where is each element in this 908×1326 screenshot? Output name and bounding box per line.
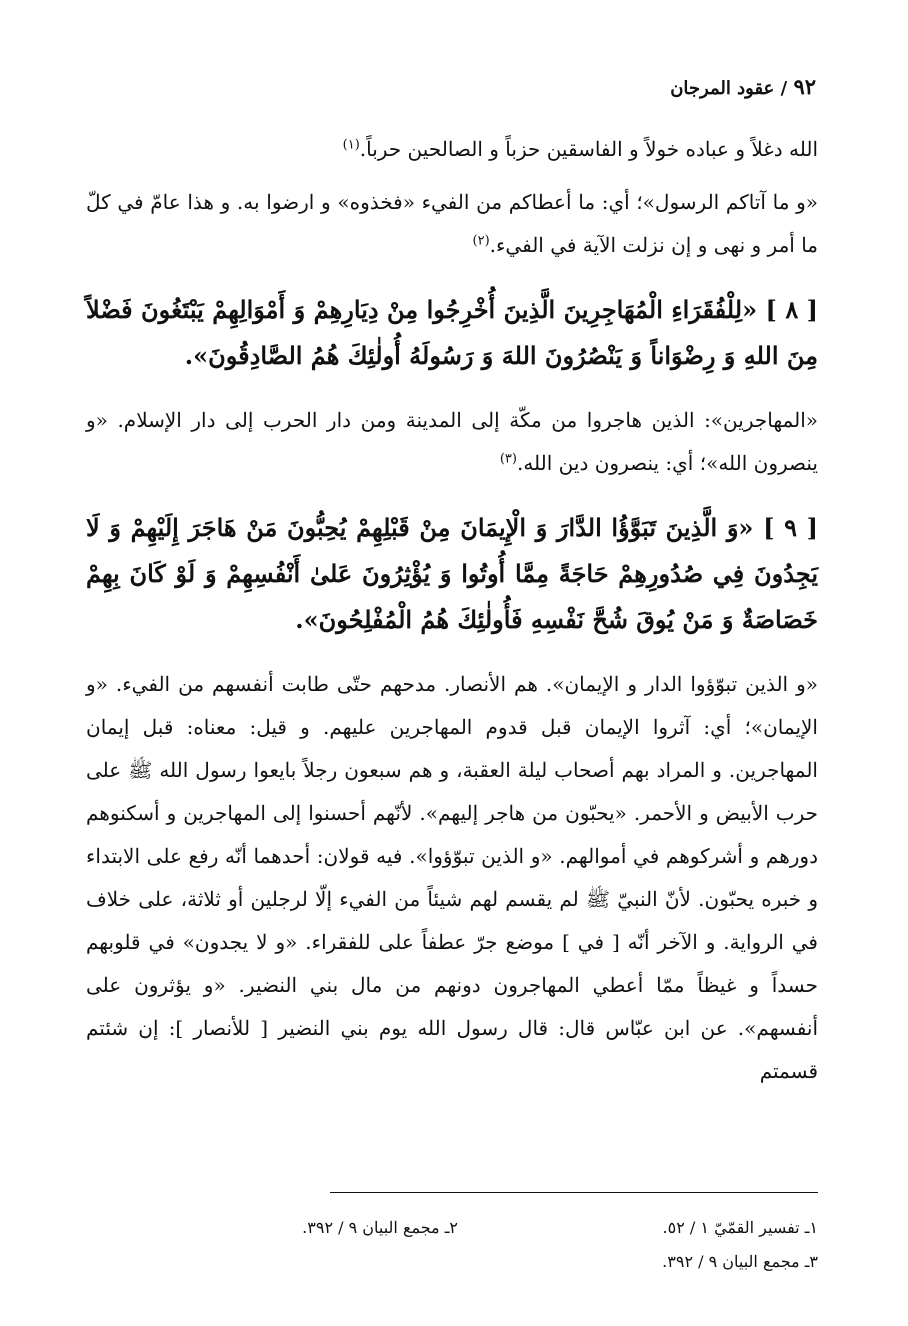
page-body [86,128,818,1093]
commentary-paragraph: «و ما آتاكم الرسول»؛ أي: ما أعطاكم من الفيء «فخذوه» و ارضوا به. و هذا عامّ في كلّ ما أمر و نهى و إن نزلت الآية في الفيء.$^{(٢)}$ [86,190,818,257]
footnote-1: ١ـ تفسير القمّيّ ١ / ٥٢. [662,1217,818,1237]
quran-verse-9: [ ٩ ] «وَ الَّذِينَ تَبَوَّؤُا الدَّارَ وَ الْإِيمَانَ مِنْ قَبْلِهِمْ يُحِبُّونَ مَنْ هَاجَرَ إِلَيْهِمْ وَ لَا يَجِدُونَ فِي صُدُورِهِمْ حَاجَةً مِمَّا أُوتُوا وَ يُؤْثِرُونَ عَلىٰ أَنْفُسِهِمْ وَ لَوْ كَانَ بِهِمْ خَصَاصَةٌ وَ مَنْ يُوقَ شُحَّ نَفْسِهِ فَأُولٰئِكَ هُمُ الْمُفْلِحُونَ». [86,513,818,634]
footnote-marker: (١) [342,137,360,153]
footnote-2: ٢ـ مجمع البيان ٩ / ٣٩٢. [302,1217,458,1237]
commentary-paragraph: الله دغلاً و عباده خولاً و الفاسقين حزباً و الصالحين حرباً.$^{(١)}$ [342,137,818,161]
quran-verse-8: [ ٨ ] «لِلْفُقَرَاءِ الْمُهَاجِرِينَ الَّذِينَ أُخْرِجُوا مِنْ دِيَارِهِمْ وَ أَمْوَالِهِمْ يَبْتَغُونَ فَضْلاً مِنَ اللهِ وَ رِضْوَاناً وَ يَنْصُرُونَ اللهَ وَ رَسُولَهُ أُولٰئِكَ هُمُ الصَّادِقُونَ». [86,295,818,370]
footnotes [86,1210,818,1278]
page-header [670,74,816,99]
header-separator: / [780,78,788,99]
footnote-marker: (٢) [472,233,490,249]
commentary-paragraph: «و الذين تبوّؤوا الدار و الإيمان». هم الأنصار. مدحهم حتّى طابت أنفسهم من الفيء. «و الإيمان»؛ أي: آثروا الإيمان قبل قدوم المهاجرين عليهم. و قيل: معناه: قبل إيمان المهاجرين. و المراد بهم أصحاب ليلة العقبة، و هم سبعون رجلاً بايعوا رسول الله ﷺ على حرب الأبيض و الأحمر. «يحبّون من هاجر إليهم». لأنّهم أحسنوا إلى المهاجرين و أسكنوهم دورهم و أشركوهم في أموالهم. «و الذين تبوّؤوا». فيه قولان: أحدهما أنّه رفع على الابتداء و خبره يحبّون. لأنّ النبيّ ﷺ لم يقسم لهم شيئاً من الفيء إلّا لرجلين أو ثلاثة، على خلاف في الرواية. و الآخر أنّه [ في ] موضع جرّ عطفاً على للفقراء. «و لا يجدون» في قلوبهم حسداً و غيظاً ممّا أعطي المهاجرون دونهم من مال بني النضير. «و يؤثرون على أنفسهم». عن ابن عبّاس قال: قال رسول الله يوم بني النضير [ للأنصار ]: إن شئتم قسمتم [86,672,818,1083]
footnote-divider [330,1192,818,1193]
book-title: عقود المرجان [670,78,775,99]
footnote-row [86,1244,818,1278]
commentary-paragraph: «المهاجرين»: الذين هاجروا من مكّة إلى المدينة ومن دار الحرب إلى دار الإسلام. «و ينصرون الله»؛ أي: ينصرون دين الله.$^{(٣)}$ [86,408,818,475]
footnote-marker: (٣) [499,451,517,467]
footnote-3: ٣ـ مجمع البيان ٩ / ٣٩٢. [662,1251,818,1271]
page-number: ۹۲ [793,74,816,99]
footnote-row [86,1210,818,1244]
